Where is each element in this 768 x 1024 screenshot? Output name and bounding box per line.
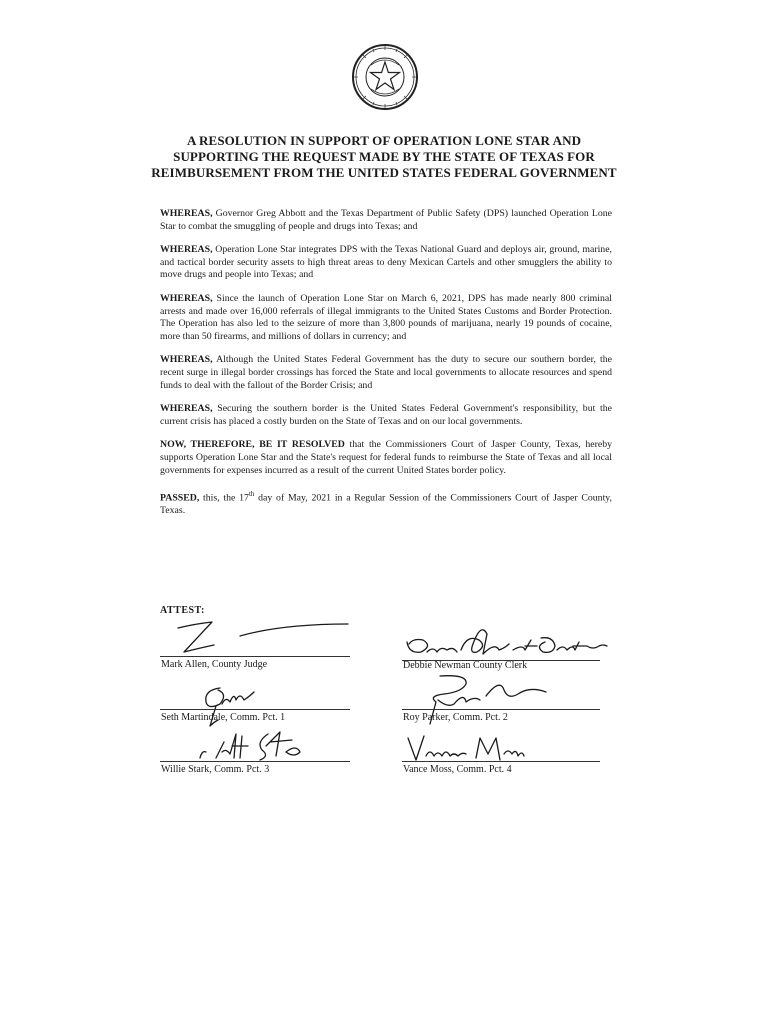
signature-willie-stark <box>196 728 311 762</box>
signature-county-clerk <box>403 620 613 662</box>
attest-label: ATTEST: <box>160 605 205 616</box>
resolved-paragraph: NOW, THEREFORE, BE IT RESOLVED that the Commissioners Court of Jasper County, Texas, hereby supports Operation Lone Star and the State's request for federal funds to reimburse the State of Texas and all local governments for expenses incurred as a result of the current United States border policy. <box>160 439 612 476</box>
signature-seth-martindale <box>196 682 266 732</box>
whereas-paragraph-3: WHEREAS, Since the launch of Operation Lone Star on March 6, 2021, DPS has made nearly 800 criminal arrests and made over 16,000 referrals of illegal immigrants to the United States Customs and Border Protection. The Operation has also led to the seizure of more than 3,800 pounds of marijuana, nearly 19 pounds of cocaine, more than 50 firearms, and millions of dollars in currency; and <box>160 292 612 342</box>
whereas-paragraph-1: WHEREAS, Governor Greg Abbott and the Texas Department of Public Safety (DPS) launched Operation Lone Star to combat the smuggling of people and drugs into Texas; and <box>160 208 612 232</box>
signature-line-pct3 <box>160 761 350 762</box>
signature-line-judge <box>160 656 350 657</box>
signatory-comm-pct-1: Seth Martindale, Comm. Pct. 1 <box>161 712 286 723</box>
signatory-comm-pct-2: Roy Parker, Comm. Pct. 2 <box>403 712 508 723</box>
signatory-county-clerk: Debbie Newman County Clerk <box>403 660 528 671</box>
whereas-paragraph-2: WHEREAS, Operation Lone Star integrates DPS with the Texas National Guard and deploys air, ground, marine, and tactical border security assets to high threat areas to deny Mexican Cartels and other smugglers the ability to move drugs and people into Texas; and <box>160 244 612 281</box>
signatory-comm-pct-4: Vance Moss, Comm. Pct. 4 <box>403 764 512 775</box>
signatory-county-judge: Mark Allen, County Judge <box>161 659 268 670</box>
whereas-paragraph-5: WHEREAS, Securing the southern border is the United States Federal Government's responsibility, but the current crisis has placed a costly burden on the State of Texas and on our local governments. <box>160 403 612 427</box>
whereas-paragraph-4: WHEREAS, Although the United States Federal Government has the duty to secure our southern border, the recent surge in illegal border crossings has forced the State and local governments to allocate resources and spend funds to deal with the fallout of the Border Crisis; and <box>160 354 612 391</box>
resolution-title: A RESOLUTION IN SUPPORT OF OPERATION LONE STAR AND SUPPORTING THE REQUEST MADE BY THE STATE OF TEXAS FOR REIMBURSEMENT FROM THE UNITED STATES FEDERAL GOVERNMENT <box>151 133 617 180</box>
signature-mark-allen <box>172 618 352 658</box>
resolution-body <box>160 208 612 529</box>
signature-vance-moss <box>404 734 534 764</box>
state-of-texas-seal-icon <box>351 43 419 111</box>
signatory-comm-pct-3: Willie Stark, Comm. Pct. 3 <box>161 764 270 775</box>
signature-line-pct1 <box>160 709 350 710</box>
passed-paragraph: PASSED, this, the 17th day of May, 2021 in a Regular Session of the Commissioners Court of Jasper County, Texas. <box>160 490 613 516</box>
signature-line-pct4 <box>402 761 600 762</box>
signature-line-pct2 <box>402 709 600 710</box>
